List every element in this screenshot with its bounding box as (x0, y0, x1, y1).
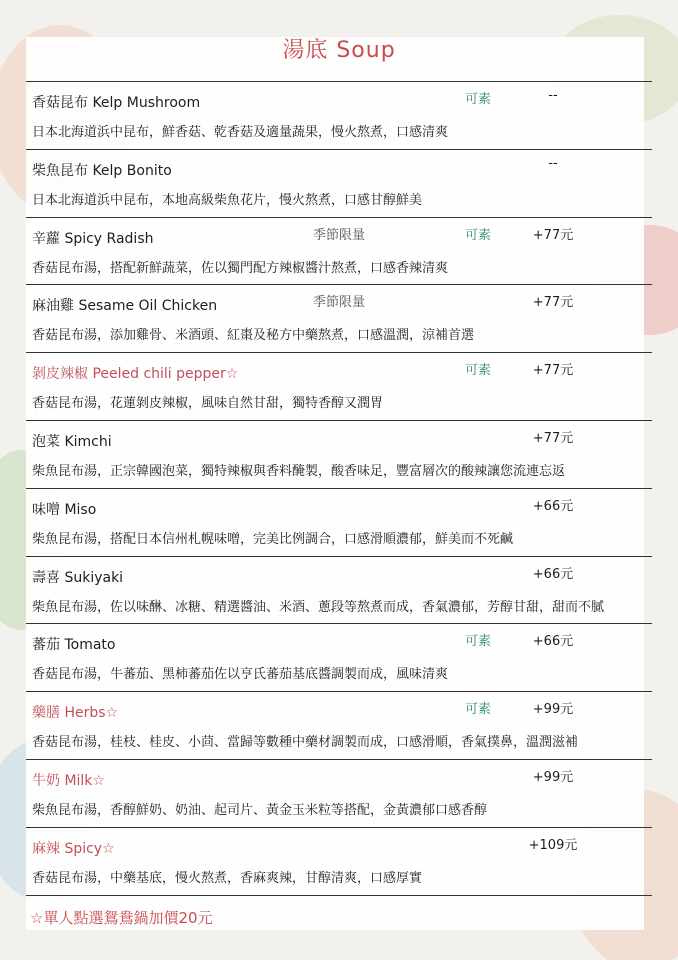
item-price: +66元 (532, 498, 574, 514)
item-name: 辛蘿 Spicy Radish (32, 230, 154, 247)
menu-item (0, 634, 678, 702)
menu-item (0, 567, 678, 635)
item-divider (26, 556, 652, 557)
item-name: 牛奶 Milk☆ (32, 773, 105, 789)
item-price: +66元 (532, 634, 574, 650)
item-price: +99元 (532, 770, 574, 785)
item-divider (26, 827, 652, 828)
item-divider (26, 284, 652, 285)
item-description: 柴魚昆布湯，正宗韓國泡菜，獨特辣椒與香料醃製，酸香味足，豐富層次的酸辣讓您流連忘返 (32, 464, 566, 479)
item-divider (26, 81, 652, 82)
item-divider (26, 488, 652, 489)
item-price: +77元 (532, 363, 574, 379)
item-description: 香菇昆布湯，添加雞骨、米酒頭、紅棗及秘方中藥熬煮，口感溫潤，涼補首選 (32, 328, 475, 344)
item-description: 日本北海道浜中昆布，鮮香菇、乾香菇及適量蔬果，慢火熬煮，口感清爽 (32, 125, 449, 140)
menu-item (0, 295, 678, 363)
vegetarian-option-label: 可素 (465, 363, 492, 379)
menu-item (0, 155, 678, 228)
item-name: 味噌 Miso (32, 501, 97, 518)
item-name: 柴魚昆布 Kelp Bonito (32, 162, 172, 179)
item-description: 香菇昆布湯，中藥基底，慢火熬煮，香麻爽辣，甘醇清爽，口感厚實 (32, 870, 423, 886)
vegetarian-option-label: 可素 (465, 227, 492, 243)
item-name: 泡菜 Kimchi (32, 434, 112, 450)
item-price: -- (548, 155, 558, 171)
item-price: +77元 (532, 295, 574, 311)
item-divider (26, 895, 652, 896)
item-price: +109元 (528, 837, 578, 853)
item-divider (26, 420, 652, 421)
item-price: +77元 (532, 227, 574, 243)
menu-item (0, 838, 678, 906)
item-description: 香菇昆布湯，牛蕃茄、黑柿蕃茄佐以亨氏蕃茄基底醬調製而成，風味清爽 (32, 667, 449, 683)
item-description: 香菇昆布湯，搭配新鮮蔬菜，佐以獨門配方辣椒醬汁熬煮，口感香辣清爽 (32, 260, 449, 276)
seasonal-limited-label: 季節限量 (313, 227, 366, 243)
menu-item (0, 228, 678, 296)
item-price: -- (548, 88, 558, 103)
menu-item (0, 499, 678, 567)
page-title: 湯底 Soup (282, 38, 396, 63)
footer-note: ☆單人點選鴛鴦鍋加價20元 (30, 909, 213, 927)
item-description: 香菇昆布湯，桂枝、桂皮、小茴、當歸等數種中藥材調製而成，口感滑順，香氣撲鼻，溫潤滋補 (32, 735, 579, 751)
item-name: 麻辣 Spicy☆ (32, 840, 115, 857)
item-description: 柴魚昆布湯，香醇鮮奶、奶油、起司片、黃金玉米粒等搭配，金黃濃郁口感香醇 (32, 803, 488, 818)
menu-item (0, 770, 678, 838)
item-description: 柴魚昆布湯，搭配日本信州札幌味噌，完美比例調合，口感滑順濃郁，鮮美而不死鹹 (32, 531, 514, 547)
item-name: 剝皮辣椒 Peeled chili pepper☆ (32, 366, 239, 383)
item-price: +99元 (532, 702, 574, 718)
item-divider (26, 352, 652, 353)
vegetarian-option-label: 可素 (465, 92, 492, 107)
item-name: 麻油雞 Sesame Oil Chicken (32, 298, 218, 315)
vegetarian-option-label: 可素 (465, 634, 492, 650)
item-price: +77元 (532, 431, 574, 446)
item-divider (26, 623, 652, 624)
item-divider (26, 759, 652, 760)
item-price: +66元 (532, 566, 574, 582)
item-name: 蕃茄 Tomato (32, 637, 116, 654)
item-name: 香菇昆布 Kelp Mushroom (32, 95, 201, 111)
menu-item (0, 431, 678, 499)
item-divider (26, 149, 652, 150)
item-divider (26, 217, 652, 218)
vegetarian-option-label: 可素 (465, 702, 492, 718)
menu-item (0, 88, 678, 160)
item-description: 柴魚昆布湯，佐以味醂、冰糖、精選醬油、米酒、蔥段等熬煮而成，香氣濃郁，芳醇甘甜，甜而不膩 (32, 599, 605, 615)
item-description: 日本北海道浜中昆布，本地高級柴魚花片，慢火熬煮，口感甘醇鮮美 (32, 192, 423, 208)
item-divider (26, 691, 652, 692)
item-name: 壽喜 Sukiyaki (32, 569, 124, 586)
seasonal-limited-label: 季節限量 (313, 295, 366, 311)
item-name: 藥膳 Herbs☆ (32, 705, 119, 722)
item-description: 香菇昆布湯，花蓮剝皮辣椒，風味自然甘甜，獨特香醇又潤胃 (32, 396, 384, 412)
